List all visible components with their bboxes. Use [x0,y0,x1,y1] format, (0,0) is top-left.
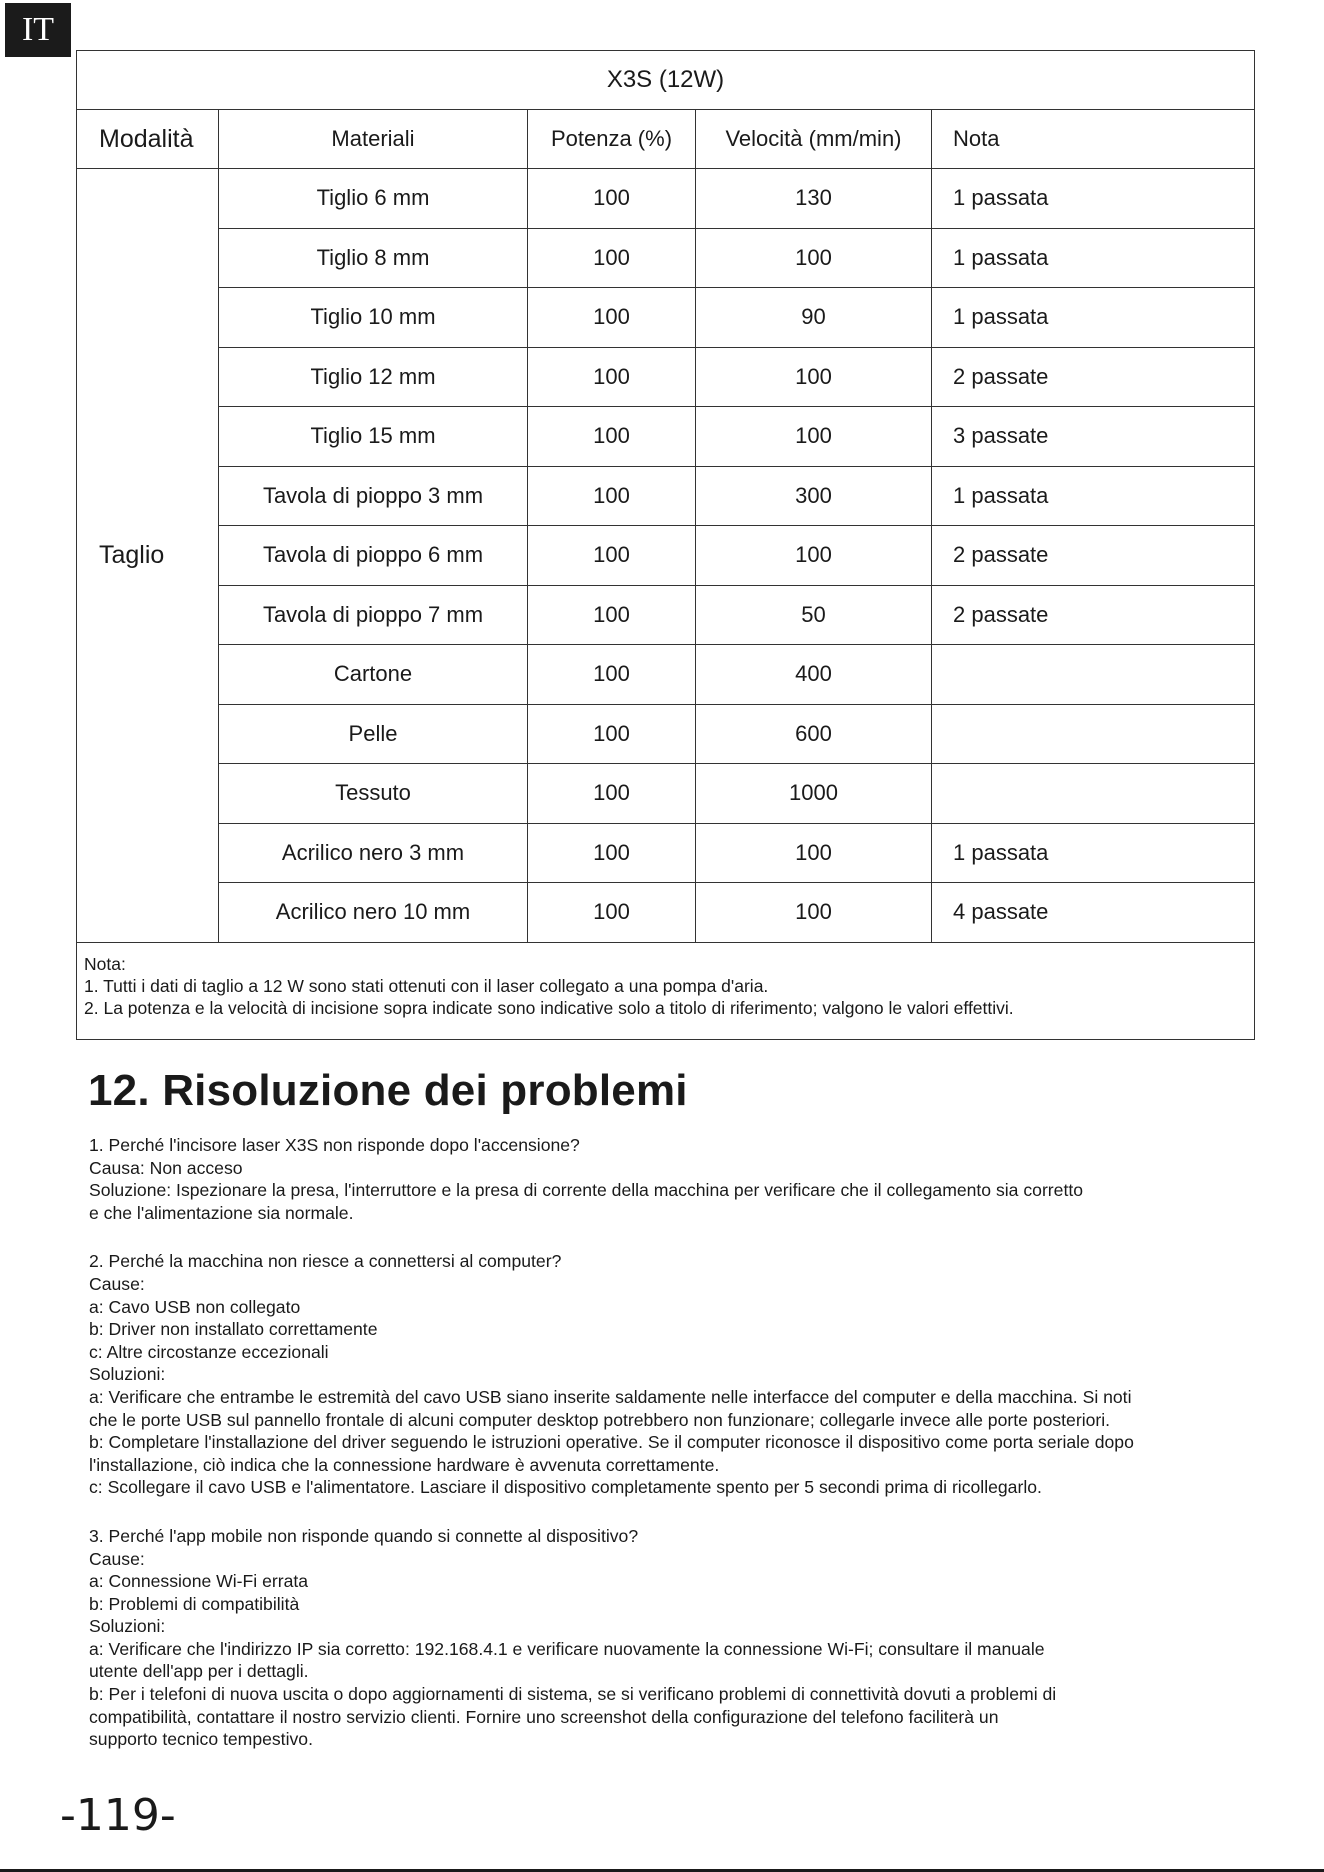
power-cell: 100 [528,883,696,943]
material-cell: Tessuto [219,764,528,824]
speed-cell: 50 [696,585,932,645]
faq-line: Cause: [89,1548,145,1569]
faq-question: 1. Perché l'incisore laser X3S non risponde dopo l'accensione? [89,1135,580,1155]
table-row [77,764,1255,824]
speed-cell: 300 [696,466,932,526]
table-row [77,228,1255,288]
notes-label: Nota: [84,953,126,974]
power-cell: 100 [528,823,696,883]
note-cell [932,645,1255,705]
faq-line: a: Verificare che entrambe le estremità del cavo USB siano inserite saldamente nelle interfacce del computer e della macchina. Si noti [89,1386,1132,1407]
table-body [77,169,1255,943]
note-cell: 3 passate [932,407,1255,467]
note-cell: 1 passata [932,228,1255,288]
table-row [77,288,1255,348]
note-cell: 2 passate [932,585,1255,645]
faq-line: supporto tecnico tempestivo. [89,1729,313,1750]
power-cell: 100 [528,466,696,526]
speed-cell: 400 [696,645,932,705]
note-line: 1. Tutti i dati di taglio a 12 W sono stati ottenuti con il laser collegato a una pompa d'aria. [84,975,769,996]
note-cell: 1 passata [932,169,1255,229]
power-cell: 100 [528,704,696,764]
speed-cell: 100 [696,347,932,407]
troubleshooting-faq [89,1134,1259,1777]
speed-cell: 100 [696,526,932,586]
page-number: -119- [60,1790,176,1841]
faq-line: b: Driver non installato correttamente [89,1319,378,1340]
table-row [77,347,1255,407]
faq-question: 2. Perché la macchina non riesce a connettersi al computer? [89,1251,562,1272]
faq-line: l'installazione, ciò indica che la connessione hardware è avvenuta correttamente. [89,1454,720,1475]
faq-line: e che l'alimentazione sia normale. [89,1202,354,1223]
material-cell: Tavola di pioppo 3 mm [219,466,528,526]
faq-line: c: Altre circostanze eccezionali [89,1341,329,1362]
power-cell: 100 [528,585,696,645]
faq-line: a: Verificare che l'indirizzo IP sia corretto: 192.168.4.1 e verificare nuovamente la connessione Wi-Fi; consultare il manuale [89,1638,1045,1659]
table-row [77,466,1255,526]
speed-cell: 1000 [696,764,932,824]
note-cell [932,704,1255,764]
table-row [77,585,1255,645]
header-note: Nota [932,110,1255,169]
faq-item [89,1134,1259,1224]
speed-cell: 100 [696,883,932,943]
faq-line: Soluzioni: [89,1616,166,1637]
power-cell: 100 [528,228,696,288]
header-power: Potenza (%) [528,110,696,169]
material-cell: Pelle [219,704,528,764]
power-cell: 100 [528,169,696,229]
table-row [77,526,1255,586]
material-cell: Tavola di pioppo 7 mm [219,585,528,645]
power-cell: 100 [528,407,696,467]
faq-line: compatibilità, contattare il nostro servizio clienti. Fornire uno screenshot della configurazione del telefono faciliterà un [89,1706,999,1727]
faq-line: utente dell'app per i dettagli. [89,1661,309,1682]
faq-line: c: Scollegare il cavo USB e l'alimentatore. Lasciare il dispositivo completamente spento per 5 secondi prima di ricollegarlo. [89,1477,1042,1498]
faq-line: b: Per i telefoni di nuova uscita o dopo aggiornamenti di sistema, se si verificano problemi di connettività dovuti a problemi di [89,1684,1057,1705]
language-badge: IT [5,3,71,57]
power-cell: 100 [528,347,696,407]
faq-line: che le porte USB sul pannello frontale di alcuni computer desktop potrebbero non funzionare; collegarle invece alle porte posteriori. [89,1409,1111,1430]
faq-line: Cause: [89,1273,145,1294]
faq-line: a: Connessione Wi-Fi errata [89,1571,309,1592]
section-title: 12. Risoluzione dei problemi [88,1066,688,1115]
speed-cell: 600 [696,704,932,764]
laser-settings-table [76,50,1255,1040]
speed-cell: 100 [696,228,932,288]
faq-line: Soluzioni: [89,1364,166,1385]
mode-cell: Taglio [77,169,219,943]
note-cell [932,764,1255,824]
power-cell: 100 [528,764,696,824]
note-cell: 2 passate [932,526,1255,586]
header-speed: Velocità (mm/min) [696,110,932,169]
power-cell: 100 [528,526,696,586]
table-row [77,645,1255,705]
faq-line: Soluzione: Ispezionare la presa, l'interruttore e la presa di corrente della macchina per verificare che il collegamento sia corretto [89,1180,1084,1201]
material-cell: Tiglio 8 mm [219,228,528,288]
material-cell: Tiglio 15 mm [219,407,528,467]
table-row [77,883,1255,943]
material-cell: Acrilico nero 10 mm [219,883,528,943]
note-cell: 2 passate [932,347,1255,407]
faq-line: Causa: Non acceso [89,1157,243,1178]
faq-line: b: Problemi di compatibilità [89,1593,300,1614]
note-cell: 1 passata [932,823,1255,883]
power-cell: 100 [528,645,696,705]
faq-item [89,1525,1259,1751]
note-line: 2. La potenza e la velocità di incisione sopra indicate sono indicative solo a titolo di riferimento; valgono le valori effettivi. [84,997,1014,1018]
note-cell: 1 passata [932,466,1255,526]
faq-item [89,1250,1259,1499]
table-title: X3S (12W) [77,51,1255,110]
material-cell: Tiglio 12 mm [219,347,528,407]
table-row [77,823,1255,883]
material-cell: Tiglio 10 mm [219,288,528,348]
material-cell: Acrilico nero 3 mm [219,823,528,883]
faq-line: b: Completare l'installazione del driver seguendo le istruzioni operative. Se il computer riconosce il dispositivo come porta seriale dopo [89,1432,1134,1453]
faq-question: 3. Perché l'app mobile non risponde quando si connette al dispositivo? [89,1525,639,1546]
material-cell: Cartone [219,645,528,705]
header-mode: Modalità [77,110,219,169]
speed-cell: 100 [696,823,932,883]
header-material: Materiali [219,110,528,169]
note-cell: 4 passate [932,883,1255,943]
table-row [77,704,1255,764]
material-cell: Tavola di pioppo 6 mm [219,526,528,586]
speed-cell: 130 [696,169,932,229]
material-cell: Tiglio 6 mm [219,169,528,229]
note-cell: 1 passata [932,288,1255,348]
table-row [77,407,1255,467]
table-row [77,169,1255,229]
faq-line: a: Cavo USB non collegato [89,1296,301,1317]
speed-cell: 100 [696,407,932,467]
speed-cell: 90 [696,288,932,348]
power-cell: 100 [528,288,696,348]
table-notes [77,942,1255,1039]
